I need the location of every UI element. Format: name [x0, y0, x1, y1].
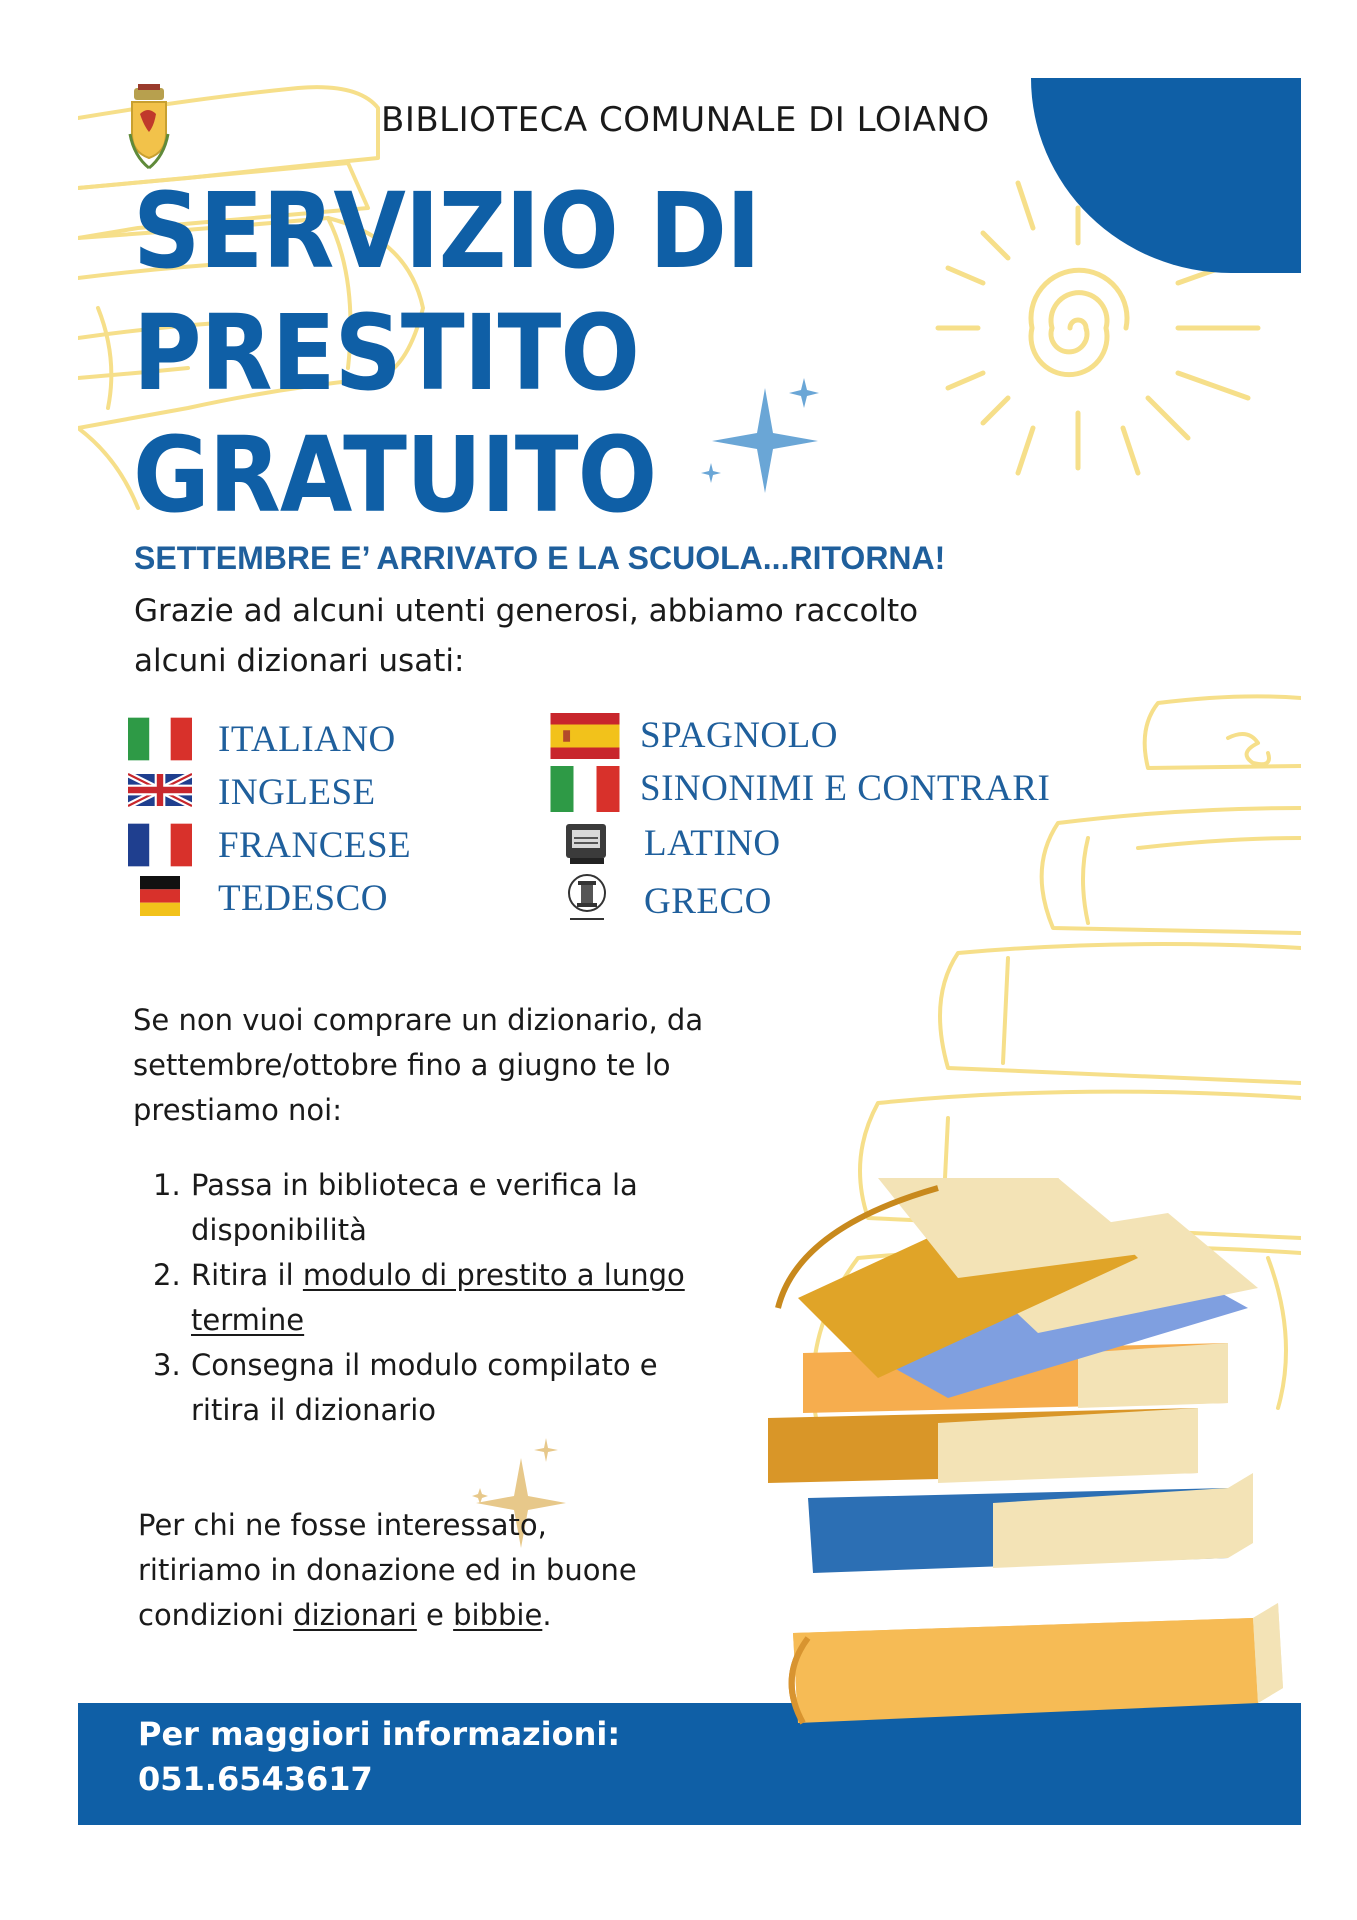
title-line: GRATUITO: [133, 414, 657, 536]
flyer-page: [78, 78, 1301, 1825]
donation-text-plain: e: [416, 1598, 454, 1632]
loan-form-link[interactable]: modulo di prestito a lungo: [302, 1258, 685, 1292]
loan-form-link[interactable]: termine: [191, 1303, 305, 1337]
dictionary-label: ITALIANO: [218, 718, 396, 760]
bibbie-link[interactable]: bibbie: [453, 1598, 543, 1632]
title-line: PRESTITO: [133, 292, 639, 414]
dictionary-label: TEDESCO: [218, 877, 388, 919]
loan-line: prestiamo noi:: [133, 1093, 343, 1127]
dizionari-link[interactable]: dizionari: [293, 1598, 417, 1632]
footer-title: Per maggiori informazioni:: [138, 1715, 621, 1753]
intro-line: Grazie ad alcuni utenti generosi, abbiamo raccolto: [134, 593, 919, 629]
step-text: disponibilità: [191, 1213, 367, 1247]
book-stack-overlap: [78, 78, 1301, 1825]
intro-line: alcuni dizionari usati:: [134, 643, 465, 679]
step-number: 3.: [153, 1348, 181, 1382]
dictionary-label: SPAGNOLO: [640, 714, 838, 756]
donation-text-plain: .: [542, 1598, 552, 1632]
donation-line: ritiriamo in donazione ed in buone: [138, 1553, 637, 1587]
step-number: 1.: [153, 1168, 181, 1202]
step-number: 2.: [153, 1258, 181, 1292]
step-text: ritira il dizionario: [191, 1393, 437, 1427]
step-text-plain: Ritira il: [191, 1258, 303, 1292]
step-text: Passa in biblioteca e verifica la: [191, 1168, 638, 1202]
dictionary-label: SINONIMI E CONTRARI: [640, 767, 1051, 809]
loan-line: Se non vuoi comprare un dizionario, da: [133, 1003, 704, 1037]
dictionary-label: INGLESE: [218, 771, 376, 813]
library-name: BIBLIOTECA COMUNALE DI LOIANO: [381, 100, 990, 140]
donation-text-plain: condizioni: [138, 1598, 294, 1632]
dictionary-label: LATINO: [644, 822, 781, 864]
dictionary-label: FRANCESE: [218, 824, 412, 866]
phone-number[interactable]: 051.6543617: [138, 1760, 373, 1798]
donation-line: Per chi ne fosse interessato,: [138, 1508, 547, 1542]
loan-line: settembre/ottobre fino a giugno te lo: [133, 1048, 671, 1082]
title-line: SERVIZIO DI: [133, 170, 760, 292]
intro-headline: SETTEMBRE E’ ARRIVATO E LA SCUOLA...RITORNA!: [134, 540, 946, 576]
step-text: Consegna il modulo compilato e: [191, 1348, 658, 1382]
dictionary-label: GRECO: [644, 880, 772, 922]
